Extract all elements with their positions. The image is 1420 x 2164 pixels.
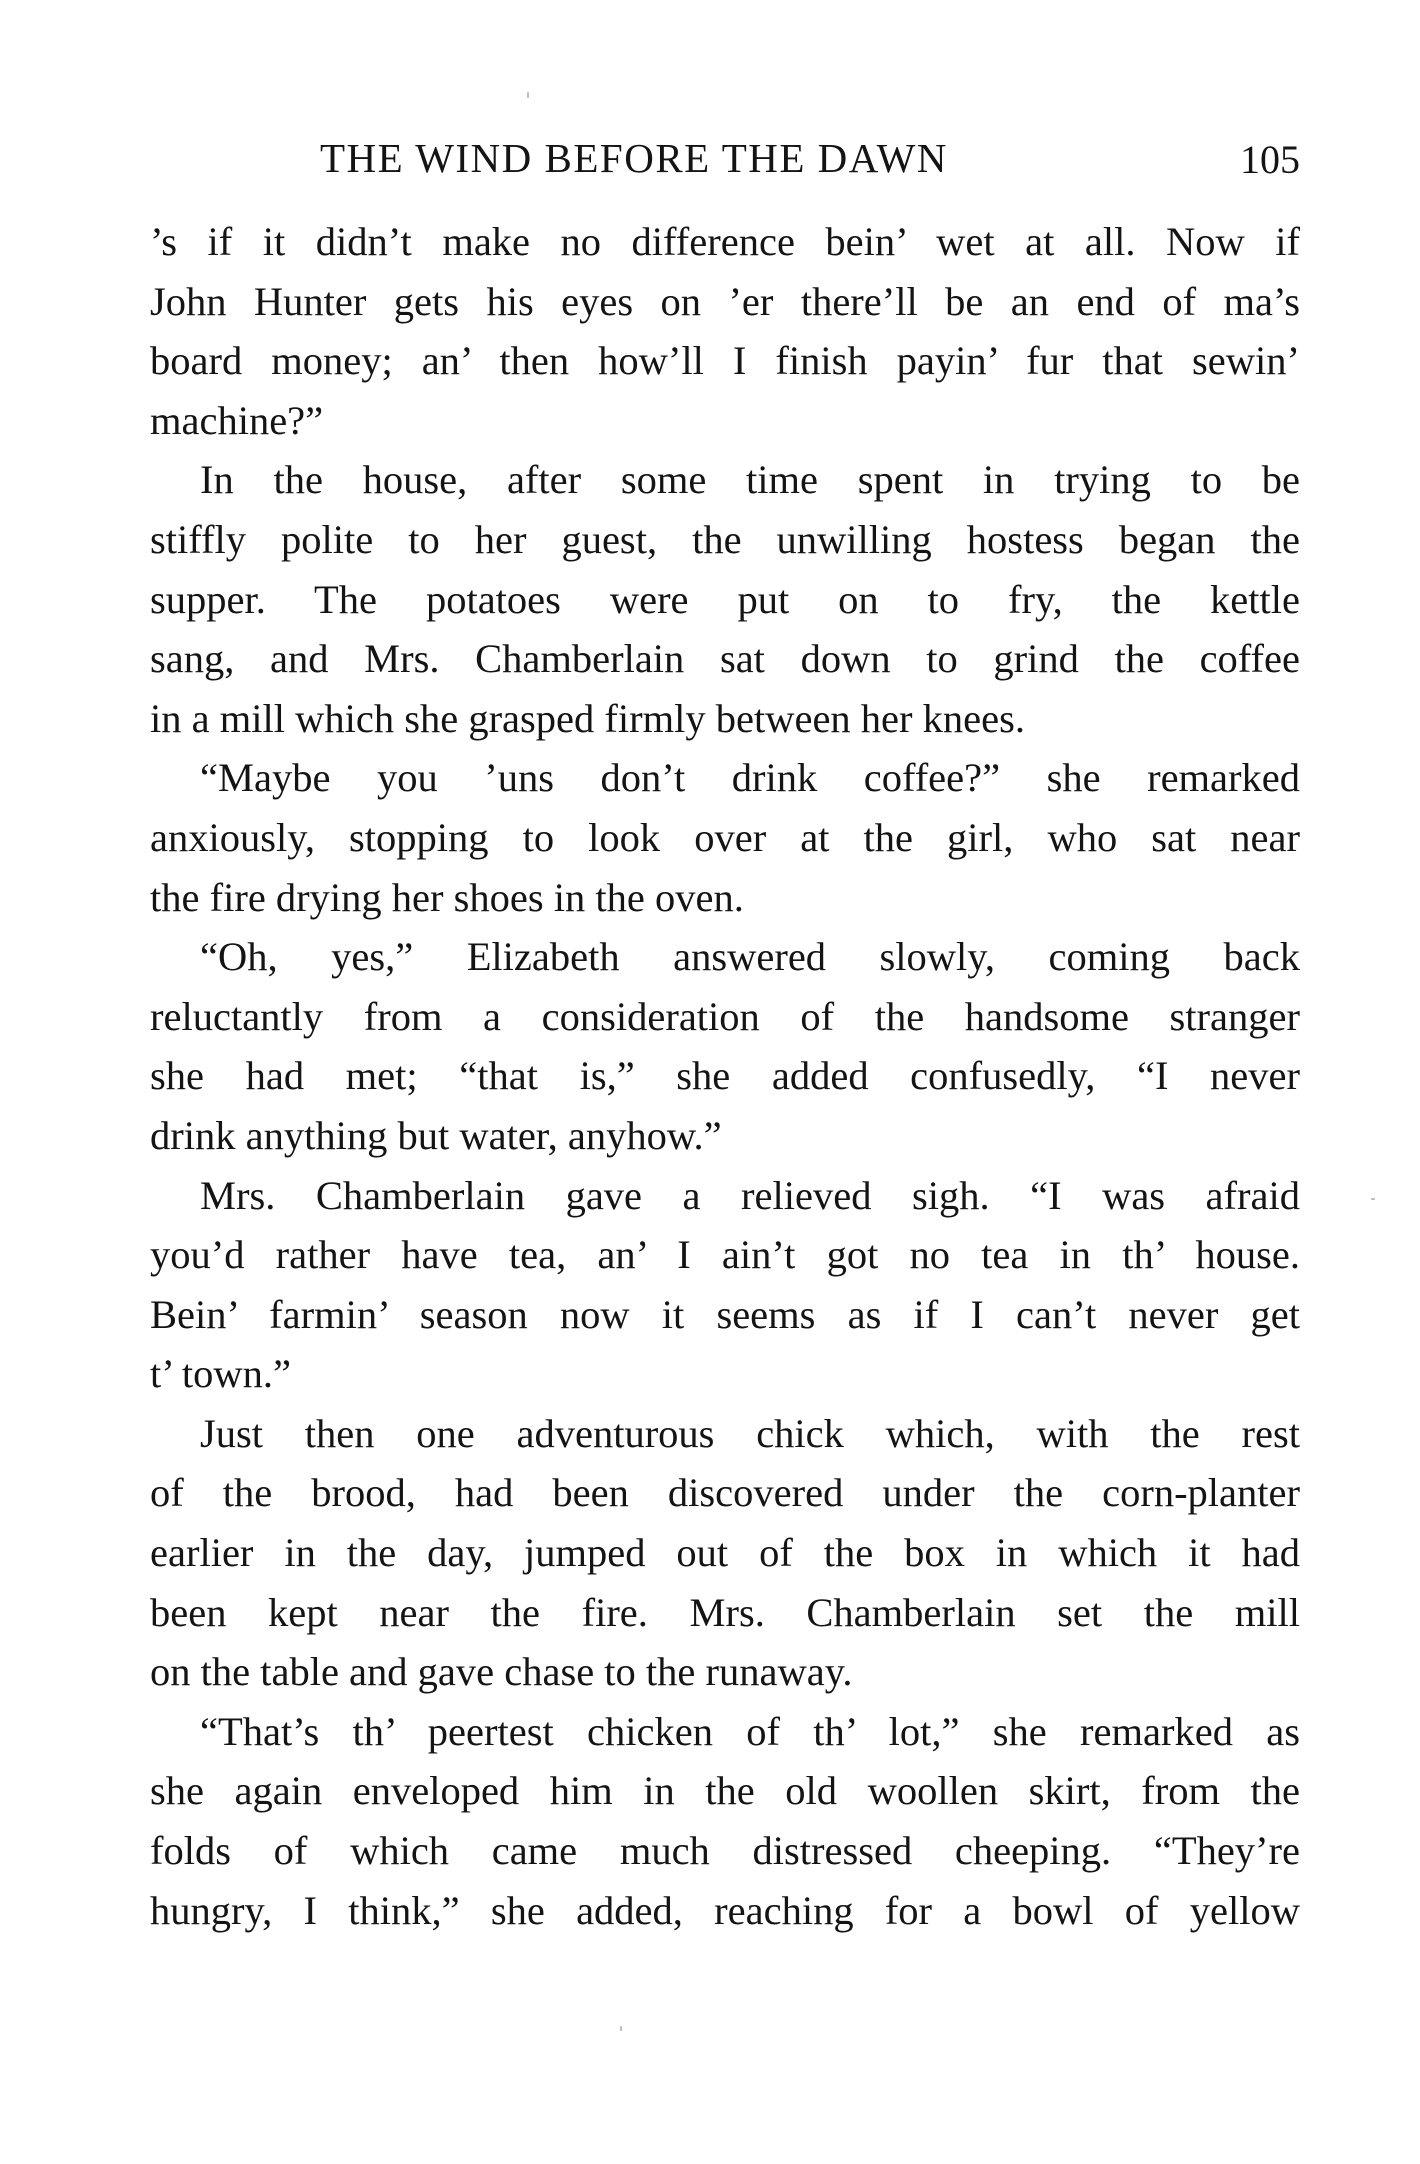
text-line: of the brood, had been discovered under the corn-planter [150, 1470, 1300, 1516]
text-line: drink anything but water, anyhow.” [150, 1112, 722, 1158]
text-line: “Maybe you ’uns don’t drink coffee?” she remarked [200, 755, 1300, 801]
text-line: the fire drying her shoes in the oven. [150, 874, 744, 920]
body-text [150, 212, 1300, 1940]
scan-speck [620, 2026, 622, 2031]
text-line: In the house, after some time spent in trying to be [200, 457, 1300, 503]
text-line: ’s if it didn’t make no difference bein’ wet at all. Now if [150, 219, 1300, 264]
running-head [150, 128, 1300, 188]
text-line: Mrs. Chamberlain gave a relieved sigh. “I was afraid [200, 1172, 1300, 1218]
text-line: machine?” [150, 397, 324, 443]
text-line: sang, and Mrs. Chamberlain sat down to grind the coffee [150, 636, 1300, 682]
text-line: Bein’ farmin’ season now it seems as if I can’t never get [150, 1291, 1300, 1337]
text-line: she had met; “that is,” she added confusedly, “I never [150, 1053, 1300, 1099]
text-line: earlier in the day, jumped out of the box in which it had [150, 1530, 1300, 1576]
text-line: stiffly polite to her guest, the unwilling hostess began the [150, 516, 1300, 562]
text-line: t’ town.” [150, 1351, 291, 1397]
text-line: “Oh, yes,” Elizabeth answered slowly, coming back [200, 934, 1300, 980]
text-line: folds of which came much distressed cheeping. “They’re [150, 1828, 1300, 1874]
text-line: board money; an’ then how’ll I finish payin’ fur that sewin’ [150, 338, 1300, 384]
scan-speck [527, 92, 529, 98]
text-line: hungry, I think,” she added, reaching for a bowl of yellow [150, 1887, 1300, 1933]
text-line: John Hunter gets his eyes on ’er there’ll be an end of ma’s [150, 278, 1300, 324]
text-line: reluctantly from a consideration of the handsome stranger [150, 993, 1300, 1039]
page-number: 105 [1240, 137, 1300, 182]
text-line: in a mill which she grasped firmly between her knees. [150, 695, 1025, 741]
text-line: “That’s th’ peertest chicken of th’ lot,” she remarked as [200, 1708, 1300, 1754]
text-line: on the table and gave chase to the runaway. [150, 1649, 853, 1695]
text-line: she again enveloped him in the old woollen skirt, from the [150, 1768, 1300, 1814]
text-line: you’d rather have tea, an’ I ain’t got no tea in th’ house. [150, 1232, 1300, 1278]
text-line: Just then one adventurous chick which, with the rest [200, 1410, 1300, 1456]
running-head-title: THE WIND BEFORE THE DAWN [320, 135, 948, 181]
scan-speck [1371, 1198, 1375, 1200]
text-line: supper. The potatoes were put on to fry, the kettle [150, 576, 1300, 622]
text-line: been kept near the fire. Mrs. Chamberlain set the mill [150, 1589, 1300, 1635]
text-line: anxiously, stopping to look over at the girl, who sat near [150, 814, 1300, 860]
